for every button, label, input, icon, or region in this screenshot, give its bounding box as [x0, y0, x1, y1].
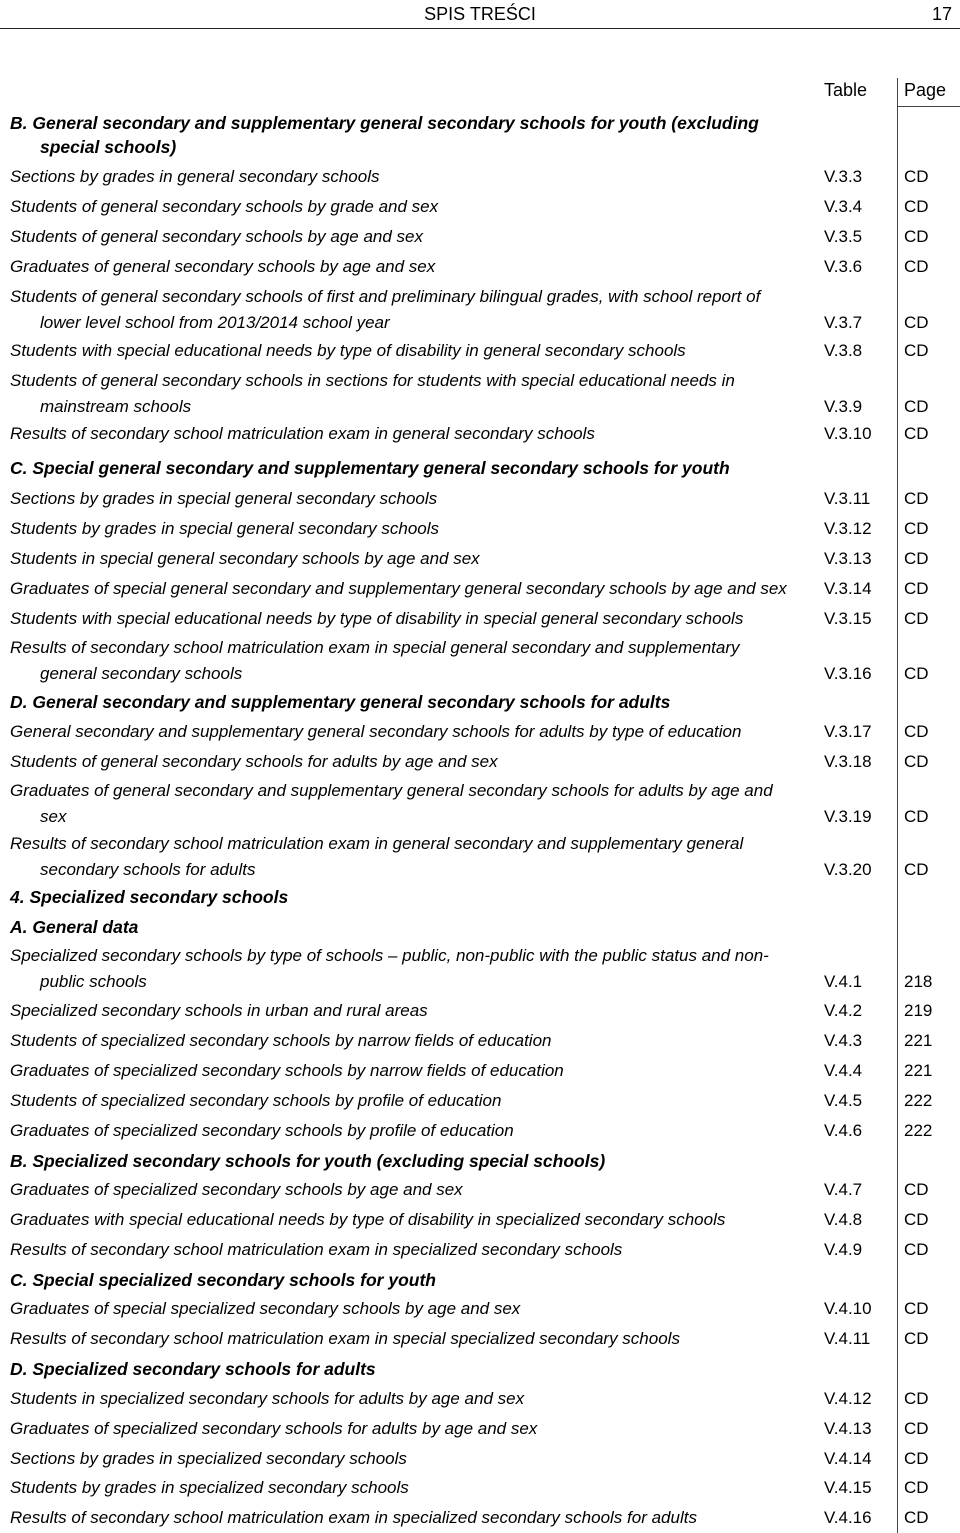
toc-entry-line: Results of secondary school matriculation exam in general secondary and supplementary general [10, 834, 744, 853]
toc-page-number: CD [904, 489, 929, 508]
section-title-continued: special schools) [40, 137, 177, 157]
toc-entry-last-line [10, 224, 806, 250]
toc-page-number: CD [904, 1299, 929, 1318]
toc-entry-line: Graduates of specialized secondary schools for adults by age and sex [10, 1419, 538, 1438]
toc-table-number: V.4.15 [824, 1478, 872, 1497]
toc-entry-text [10, 1207, 806, 1233]
toc-entry-text [10, 368, 806, 420]
toc-entry-last-line [10, 1088, 806, 1114]
toc-entry-line: Students of general secondary schools by grade and sex [10, 197, 439, 216]
toc-entry-text [10, 576, 806, 602]
toc-entry-last-line [10, 719, 806, 745]
section-heading [10, 690, 670, 714]
toc-entry-last-line [10, 310, 806, 336]
toc-page-number: CD [904, 424, 929, 443]
toc-table-number: V.3.17 [824, 722, 872, 741]
toc-entry-text [10, 194, 806, 220]
column-divider [897, 78, 898, 1533]
toc-table-number: V.3.13 [824, 549, 872, 568]
header-page-number: 17 [931, 4, 952, 24]
section-title: D. General secondary and supplementary general secondary schools for adults [10, 692, 671, 712]
section-title: B. Specialized secondary schools for youth (excluding special schools) [10, 1151, 606, 1171]
toc-entry-line: General secondary and supplementary general secondary schools for adults by type of education [10, 722, 742, 741]
toc-page-number: CD [904, 752, 929, 771]
toc-page-number: CD [904, 313, 929, 332]
toc-entry-line: Graduates of specialized secondary schools by age and sex [10, 1180, 463, 1199]
toc-entry-text [10, 1326, 806, 1352]
toc-entry-text [10, 1416, 806, 1442]
toc-table-number: V.4.1 [824, 972, 863, 991]
toc-page-number: CD [904, 549, 929, 568]
toc-entry-text [10, 164, 806, 190]
toc-entry-line: Students in special general secondary schools by age and sex [10, 549, 480, 568]
toc-page-number: CD [904, 197, 929, 216]
toc-page-number: CD [904, 722, 929, 741]
toc-entry-last-line [10, 164, 806, 190]
toc-page-number: CD [904, 257, 929, 276]
toc-entry-text [10, 338, 806, 364]
toc-entry-last-line [10, 661, 806, 687]
toc-entry-last-line [10, 1296, 806, 1322]
toc-table-number: V.4.7 [824, 1180, 863, 1199]
section-heading [10, 111, 759, 159]
toc-entry-text [10, 778, 806, 830]
toc-table-number: V.3.5 [824, 227, 863, 246]
toc-entry-last-line [10, 546, 806, 572]
toc-entry-line: Students of specialized secondary schools by profile of education [10, 1091, 502, 1110]
toc-table-number: V.4.13 [824, 1419, 872, 1438]
section-title: C. Special specialized secondary schools for youth [10, 1270, 436, 1290]
toc-entry-last-line [10, 1475, 806, 1501]
toc-page-number: CD [904, 341, 929, 360]
toc-entry-last-line [10, 1416, 806, 1442]
section-heading [10, 1268, 436, 1292]
toc-entry-text [10, 719, 806, 745]
toc-page-number: 221 [904, 1061, 933, 1080]
toc-table-number: V.4.9 [824, 1240, 863, 1259]
toc-entry-line: lower level school from 2013/2014 school year [40, 313, 390, 332]
toc-entry-text [10, 943, 806, 995]
toc-entry-text [10, 998, 806, 1024]
toc-entry-text [10, 224, 806, 250]
page-header [0, 0, 960, 29]
toc-entry-line: Students of specialized secondary schools by narrow fields of education [10, 1031, 552, 1050]
toc-table-number: V.4.4 [824, 1061, 863, 1080]
toc-page-number: CD [904, 227, 929, 246]
toc-entry-last-line [10, 606, 806, 632]
toc-page-number: 222 [904, 1121, 933, 1140]
toc-page-number: CD [904, 519, 929, 538]
toc-entry-line: Students with special educational needs by type of disability in special general secondary schools [10, 609, 744, 628]
section-heading [10, 915, 138, 939]
toc-entry-last-line [10, 254, 806, 280]
toc-entry-text [10, 421, 806, 447]
toc-entry-line: Results of secondary school matriculation exam in special specialized secondary schools [10, 1329, 680, 1348]
toc-page-number: CD [904, 1240, 929, 1259]
toc-table-number: V.3.7 [824, 313, 863, 332]
toc-table-number: V.4.6 [824, 1121, 863, 1140]
toc-entry-last-line [10, 1177, 806, 1203]
toc-entry-last-line [10, 1237, 806, 1263]
toc-page-number: 221 [904, 1031, 933, 1050]
toc-entry-line: Sections by grades in general secondary schools [10, 167, 380, 186]
toc-entry-line: Students of general secondary schools of first and preliminary bilingual grades, with school report of [10, 287, 761, 306]
toc-entry-line: Graduates of special specialized secondary schools by age and sex [10, 1299, 521, 1318]
toc-table-number: V.3.19 [824, 807, 872, 826]
toc-entry-text [10, 1386, 806, 1412]
toc-entry-text [10, 284, 806, 336]
toc-entry-line: mainstream schools [40, 397, 192, 416]
toc-entry-last-line [10, 1207, 806, 1233]
toc-page-number: CD [904, 664, 929, 683]
toc-page-number: 218 [904, 972, 933, 991]
header-title: SPIS TREŚCI [424, 4, 536, 24]
section-title: C. Special general secondary and supplementary general secondary schools for youth [10, 458, 730, 478]
toc-entry-line: Specialized secondary schools in urban and rural areas [10, 1001, 428, 1020]
toc-entry-last-line [10, 576, 806, 602]
toc-page-number: CD [904, 1389, 929, 1408]
toc-table-number: V.3.3 [824, 167, 863, 186]
toc-entry-last-line [10, 1118, 806, 1144]
toc-page-number: CD [904, 167, 929, 186]
toc-entry-text [10, 1088, 806, 1114]
toc-entry-last-line [10, 421, 806, 447]
toc-page-number: CD [904, 860, 929, 879]
toc-page-number: CD [904, 1419, 929, 1438]
toc-entry-line: Graduates of special general secondary and supplementary general secondary schools by age and sex [10, 579, 787, 598]
column-header-page: Page [904, 80, 947, 100]
toc-entry-line: Graduates with special educational needs by type of disability in specialized secondary schools [10, 1210, 726, 1229]
toc-table-number: V.4.14 [824, 1449, 872, 1468]
toc-entry-last-line [10, 194, 806, 220]
toc-page-number: CD [904, 1508, 929, 1527]
toc-table-number: V.3.18 [824, 752, 872, 771]
toc-entry-text [10, 1446, 806, 1472]
toc-entry-last-line [10, 1326, 806, 1352]
section-title: A. General data [10, 917, 139, 937]
toc-entry-line: Students of general secondary schools by age and sex [10, 227, 423, 246]
toc-entry-line: Students in specialized secondary schools for adults by age and sex [10, 1389, 525, 1408]
toc-entry-line: Students with special educational needs by type of disability in general secondary schools [10, 341, 686, 360]
toc-entry-line: Specialized secondary schools by type of schools – public, non-public with the public status and non- [10, 946, 769, 965]
toc-table-number: V.3.20 [824, 860, 872, 879]
toc-page-number: CD [904, 1180, 929, 1199]
toc-entry-line: Students of general secondary schools for adults by age and sex [10, 752, 498, 771]
toc-entry-text [10, 546, 806, 572]
toc-entry-text [10, 516, 806, 542]
dot-leader [10, 822, 806, 823]
toc-entry-last-line [10, 998, 806, 1024]
toc-entry-last-line [10, 1446, 806, 1472]
toc-page-number: CD [904, 1478, 929, 1497]
toc-entry-text [10, 635, 806, 687]
toc-entry-line: Graduates of general secondary schools by age and sex [10, 257, 436, 276]
section-heading [10, 456, 730, 480]
section-heading [10, 1357, 376, 1381]
toc-table-number: V.4.16 [824, 1508, 872, 1527]
toc-table-number: V.3.16 [824, 664, 872, 683]
toc-entry-text [10, 254, 806, 280]
column-header-rule [897, 106, 960, 107]
toc-entry-text [10, 1237, 806, 1263]
toc-entry-line: Students by grades in special general secondary schools [10, 519, 440, 538]
toc-entry-line: Results of secondary school matriculation exam in specialized secondary schools [10, 1240, 623, 1259]
toc-table-number: V.3.10 [824, 424, 872, 443]
toc-table-number: V.3.4 [824, 197, 863, 216]
toc-entry-last-line [10, 857, 806, 883]
toc-table-number: V.4.12 [824, 1389, 872, 1408]
toc-table-number: V.3.15 [824, 609, 872, 628]
toc-page-number: CD [904, 579, 929, 598]
toc-page-number: CD [904, 807, 929, 826]
toc-entry-line: sex [40, 807, 67, 826]
toc-entry-text [10, 1058, 806, 1084]
toc-entry-line: Sections by grades in special general secondary schools [10, 489, 438, 508]
toc-entry-line: Sections by grades in specialized secondary schools [10, 1449, 407, 1468]
toc-entry-last-line [10, 1028, 806, 1054]
section-title: B. General secondary and supplementary general secondary schools for youth (excluding [10, 113, 759, 133]
toc-entry-text [10, 606, 806, 632]
section-title: D. Specialized secondary schools for adults [10, 1359, 376, 1379]
toc-entry-line: Students of general secondary schools in sections for students with special educational needs in [10, 371, 735, 390]
toc-page-number: 222 [904, 1091, 933, 1110]
toc-table-number: V.3.8 [824, 341, 863, 360]
toc-entry-text [10, 1505, 806, 1531]
toc-entry-last-line [10, 338, 806, 364]
toc-table-number: V.4.2 [824, 1001, 863, 1020]
toc-table-number: V.3.14 [824, 579, 872, 598]
toc-table-number: V.4.11 [824, 1329, 871, 1348]
toc-entry-last-line [10, 1058, 806, 1084]
toc-entry-last-line [10, 1386, 806, 1412]
toc-entry-line: public schools [40, 972, 147, 991]
toc-entry-line: Graduates of specialized secondary schools by narrow fields of education [10, 1061, 564, 1080]
toc-table-number: V.4.10 [824, 1299, 872, 1318]
toc-entry-line: Graduates of specialized secondary schools by profile of education [10, 1121, 514, 1140]
toc-entry-line: Results of secondary school matriculation exam in specialized secondary schools for adults [10, 1508, 697, 1527]
toc-page-number: CD [904, 1329, 929, 1348]
toc-entry-line: Students by grades in specialized secondary schools [10, 1478, 409, 1497]
toc-table-number: V.3.11 [824, 489, 871, 508]
toc-table-number: V.4.5 [824, 1091, 863, 1110]
section-heading [10, 1149, 605, 1173]
toc-entry-text [10, 1177, 806, 1203]
toc-table-number: V.4.3 [824, 1031, 863, 1050]
column-header-table: Table [824, 80, 868, 100]
toc-entry-text [10, 1118, 806, 1144]
toc-entry-line: Results of secondary school matriculation exam in general secondary schools [10, 424, 595, 443]
toc-entry-line: secondary schools for adults [40, 860, 256, 879]
toc-entry-last-line [10, 394, 806, 420]
toc-entry-last-line [10, 516, 806, 542]
toc-entry-line: Results of secondary school matriculation exam in special general secondary and supplementary [10, 638, 740, 657]
toc-entry-line: general secondary schools [40, 664, 243, 683]
toc-page-number: CD [904, 1210, 929, 1229]
toc-entry-text [10, 486, 806, 512]
toc-table-number: V.3.6 [824, 257, 863, 276]
toc-entry-text [10, 831, 806, 883]
toc-entry-last-line [10, 969, 806, 995]
toc-entry-text [10, 1028, 806, 1054]
toc-entry-last-line [10, 804, 806, 830]
toc-entry-text [10, 1296, 806, 1322]
toc-entry-text [10, 1475, 806, 1501]
section-heading [10, 885, 288, 909]
section-title: 4. Specialized secondary schools [10, 887, 289, 907]
toc-table-number: V.4.8 [824, 1210, 863, 1229]
toc-page-number: 219 [904, 1001, 933, 1020]
toc-entry-text [10, 749, 806, 775]
toc-table-number: V.3.9 [824, 397, 863, 416]
toc-entry-last-line [10, 1505, 806, 1531]
toc-table-number: V.3.12 [824, 519, 872, 538]
toc-entry-line: Graduates of general secondary and supplementary general secondary schools for adults by age and [10, 781, 773, 800]
toc-page-number: CD [904, 397, 929, 416]
toc-page-number: CD [904, 609, 929, 628]
toc-entry-last-line [10, 486, 806, 512]
toc-page-number: CD [904, 1449, 929, 1468]
toc-entry-last-line [10, 749, 806, 775]
